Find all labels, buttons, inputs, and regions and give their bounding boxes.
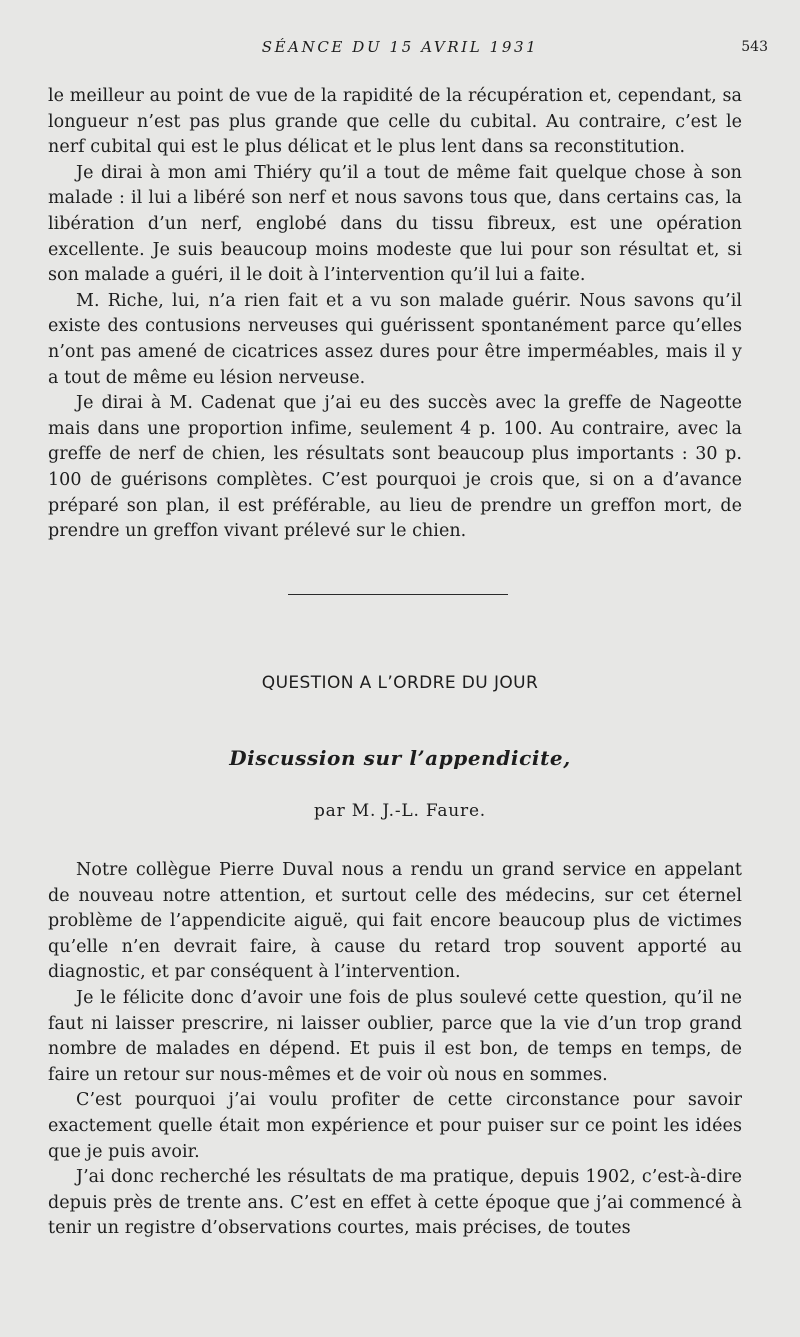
paragraph: Je le félicite donc d’avoir une fois de plus soulevé cette question, qu’il ne faut ni laisser prescrire, ni laisser oublier, parce que la vie d’un trop grand nombre de malades en dépend. Et puis il est bon, de temps en temps, de faire un retour sur nous-mêmes et de voir où nous en sommes. bbox=[48, 987, 742, 1085]
paragraph: Notre collègue Pierre Duval nous a rendu un grand service en appelant de nouveau notre attention, et surtout celle des médecins, sur cet éternel problème de l’appendicite aiguë, qui fait encore beaucoup plus de victimes qu’elle n’en devrait faire, à cause du retard trop souvent apporté au diagnostic, et par conséquent à l’intervention. bbox=[48, 860, 742, 983]
paragraph: Je dirai à mon ami Thiéry qu’il a tout de même fait quelque chose à son malade : il lui a libéré son nerf et nous savons tous que, dans certains cas, la libération d’un nerf, englobé dans du tissu fibreux, est une opération excellente. Je suis beaucoup moins modeste que lui pour son résultat et, si son malade a guéri, il le doit à l’intervention qu’il lui a faite. bbox=[48, 162, 742, 286]
text-block-previous-discussion bbox=[48, 84, 742, 545]
page-number: 543 bbox=[741, 39, 768, 55]
paragraph: J’ai donc recherché les résultats de ma pratique, depuis 1902, c’est-à-dire depuis près de trente ans. C’est en effet à cette époque que j’ai commencé à tenir un registre d’observations courtes, mais précises, de toutes bbox=[48, 1167, 742, 1239]
running-title: SÉANCE DU 15 AVRIL 1931 bbox=[261, 38, 539, 56]
running-header bbox=[0, 38, 800, 60]
text-block-appendicitis bbox=[48, 858, 742, 1242]
section-heading: QUESTION A L’ORDRE DU JOUR bbox=[261, 673, 539, 693]
paragraph: Je dirai à M. Cadenat que j’ai eu des succès avec la greffe de Nageotte mais dans une proportion infime, seulement 4 p. 100. Au contraire, avec la greffe de nerf de chien, les résultats sont beaucoup plus importants : 30 p. 100 de guérisons complètes. C’est pourquoi je crois que, si on a d’avance préparé son plan, il est préférable, au lieu de prendre un greffon mort, de prendre un greffon vivant prélevé sur le chien. bbox=[48, 393, 742, 542]
section-divider bbox=[288, 594, 508, 595]
section-subtitle: Discussion sur l’appendicite, bbox=[229, 746, 571, 770]
paragraph: C’est pourquoi j’ai voulu profiter de cette circonstance pour savoir exactement quelle était mon expérience et pour puiser sur ce point les idées que je puis avoir. bbox=[48, 1090, 742, 1162]
author-byline: par M. J.-L. Faure. bbox=[313, 801, 487, 821]
paragraph: M. Riche, lui, n’a rien fait et a vu son malade guérir. Nous savons qu’il existe des contusions nerveuses qui guérissent spontanément parce qu’elles n’ont pas amené de cicatrices assez dures pour être imperméables, mais il y a tout de même eu lésion nerveuse. bbox=[48, 290, 742, 388]
paragraph: le meilleur au point de vue de la rapidité de la récupération et, cependant, sa longueur n’est pas plus grande que celle du cubital. Au contraire, c’est le nerf cubital qui est le plus délicat et le plus lent dans sa reconstitution. bbox=[48, 86, 742, 158]
